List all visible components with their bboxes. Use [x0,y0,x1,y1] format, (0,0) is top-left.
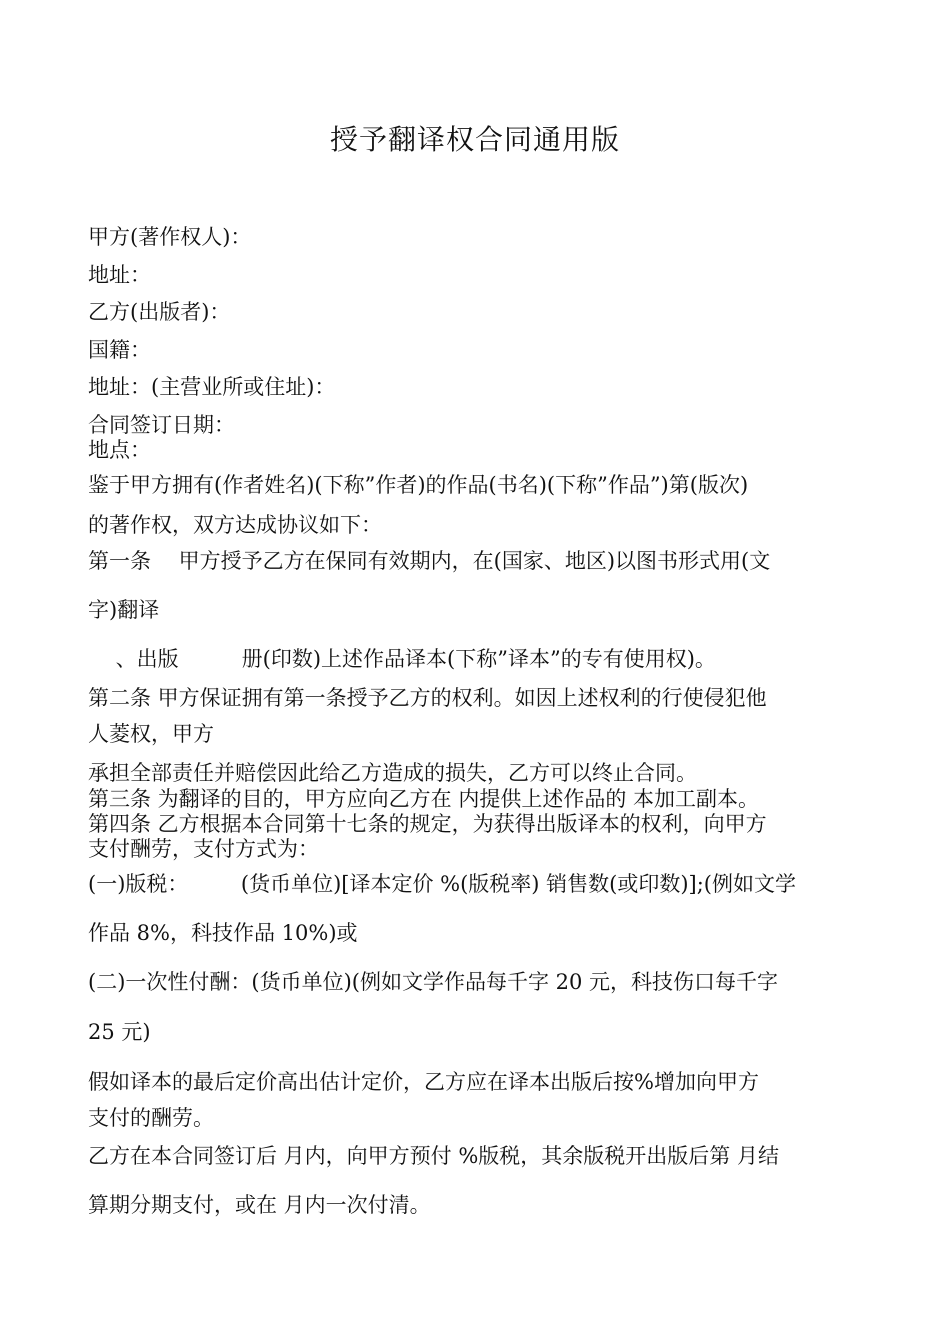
article-4-line-1: 第四条 乙方根据本合同第十七条的规定，为获得出版译本的权利，向甲方 [88,812,767,836]
advance-line-2: 算期分期支付，或在 月内一次付清。 [88,1193,431,1217]
price-adjust-line-2: 支付的酬劳。 [88,1106,214,1130]
nationality-line: 国籍： [88,338,151,362]
place-line: 地点： [88,438,151,462]
article-3-line: 第三条 为翻译的目的，甲方应向乙方在 内提供上述作品的 本加工副本。 [88,787,760,811]
lump-sum-line-1: (二)一次性付酬：(货币单位)(例如文学作品每千字 20 元，科技伤口每千字 [88,970,779,994]
article-2-line-2: 人菱权，甲方 [88,722,214,746]
royalty-line-2: 作品 8%，科技作品 10%)或 [88,921,358,945]
preamble-line-2: 的著作权，双方达成协议如下： [88,513,382,537]
royalty-line-1: (一)版税： (货币单位)[译本定价 %(版税率) 销售数(或印数)];(例如文学 [88,872,796,896]
article-4-line-2: 支付酬劳，支付方式为： [88,837,319,861]
address-line: 地址： [88,263,151,287]
signing-date-line: 合同签订日期： [88,413,235,437]
lump-sum-line-2: 25 元) [88,1020,151,1044]
party-a-line: 甲方(著作权人)： [88,225,252,249]
article-1-line-1: 第一条 甲方授予乙方在保同有效期内，在(国家、地区)以图书形式用(文 [88,549,771,573]
advance-line-1: 乙方在本合同签订后 月内，向甲方预付 %版税，其余版税开出版后第 月结 [88,1144,779,1168]
article-2-line-1: 第二条 甲方保证拥有第一条授予乙方的权利。如因上述权利的行使侵犯他 [88,686,767,710]
preamble-line-1: 鉴于甲方拥有(作者姓名)(下称”作者)的作品(书名)(下称”作品”)第(版次) [88,473,749,497]
article-1-line-3: 、出版 册(印数)上述作品译本(下称”译本”的专有使用权)。 [88,647,716,671]
price-adjust-line-1: 假如译本的最后定价高出估计定价，乙方应在译本出版后按%增加向甲方 [88,1070,759,1094]
article-1-line-2: 字)翻译 [88,598,160,622]
article-2-line-3: 承担全部责任并赔偿因此给乙方造成的损失，乙方可以终止合同。 [88,761,697,785]
business-address-line: 地址：(主营业所或住址)： [88,375,336,399]
document-title: 授予翻译权合同通用版 [329,123,620,156]
party-b-line: 乙方(出版者)： [88,300,231,324]
